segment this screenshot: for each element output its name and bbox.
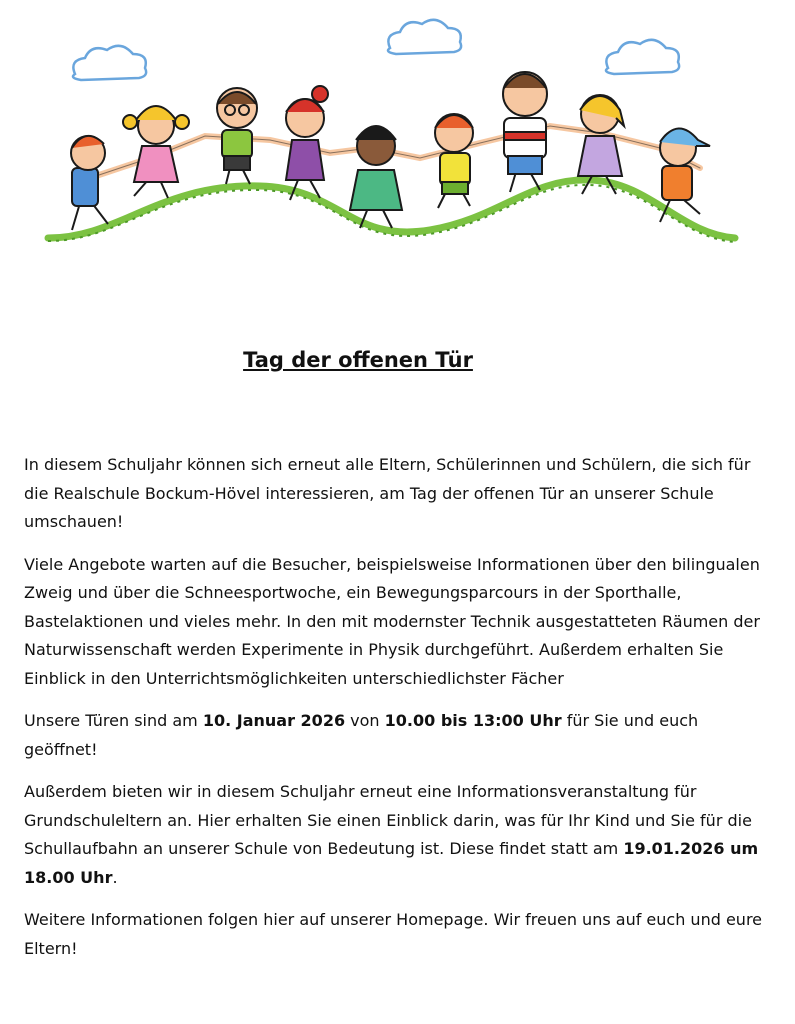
children-holding-hands-illustration [30, 8, 750, 258]
info-event-text: Außerdem bieten wir in diesem Schuljahr erneut eine Informationsveranstaltung für Grundschuleltern an. Hier erhalten Sie einen Einblick darin, was für Ihr Kind und Sie für die Schullaufbahn an unserer Schule von Bedeutung ist. Diese findet statt am [24, 782, 752, 858]
child-figure [123, 106, 189, 198]
page-title: Tag der offenen Tür [243, 348, 473, 372]
info-event-datetime: 19.01.2026 um 18.00 Uhr [24, 839, 759, 887]
paragraph-info-event [24, 778, 774, 892]
opening-text-mid: von [345, 711, 385, 730]
child-figure [217, 88, 257, 184]
child-figure [286, 86, 328, 200]
event-time: 10.00 bis 13:00 Uhr [384, 711, 562, 730]
child-figure [435, 114, 473, 208]
cloud-icon [73, 46, 146, 80]
info-event-end: . [112, 867, 118, 887]
opening-text-prefix: Unsere Türen sind am [24, 711, 203, 730]
opening-text-suffix: für Sie und euch geöffnet! [24, 711, 699, 759]
article-body [24, 451, 774, 977]
paragraph-closing: Weitere Informationen folgen hier auf unserer Homepage. Wir freuen uns auf euch und eure Eltern! [24, 910, 763, 958]
event-date: 10. Januar 2026 [202, 711, 346, 730]
paragraph-opening-times [24, 707, 774, 764]
cloud-icon [388, 20, 461, 54]
child-figure [350, 126, 402, 228]
paragraph-intro: In diesem Schuljahr können sich erneut alle Eltern, Schülerinnen und Schülern, die sich für die Realschule Bockum-Hövel interessieren, am Tag der offenen Tür an unserer Schule umschauen! [24, 455, 751, 531]
child-figure [71, 136, 108, 230]
child-figure [503, 72, 547, 192]
paragraph-offers: Viele Angebote warten auf die Besucher, beispielsweise Informationen über den bilingualen Zweig und über die Schneesportwoche, ein Bewegungsparcours in der Sporthalle, Bastelaktionen und vieles mehr. In den mit modernster Technik ausgestatteten Räumen der Naturwissenschaft werden Experimente in Physik durchgeführt. Außerdem erhalten Sie Einblick in den Unterrichtsmöglichkeiten unterschiedlichster Fächer [24, 554, 760, 688]
cloud-icon [606, 40, 679, 74]
